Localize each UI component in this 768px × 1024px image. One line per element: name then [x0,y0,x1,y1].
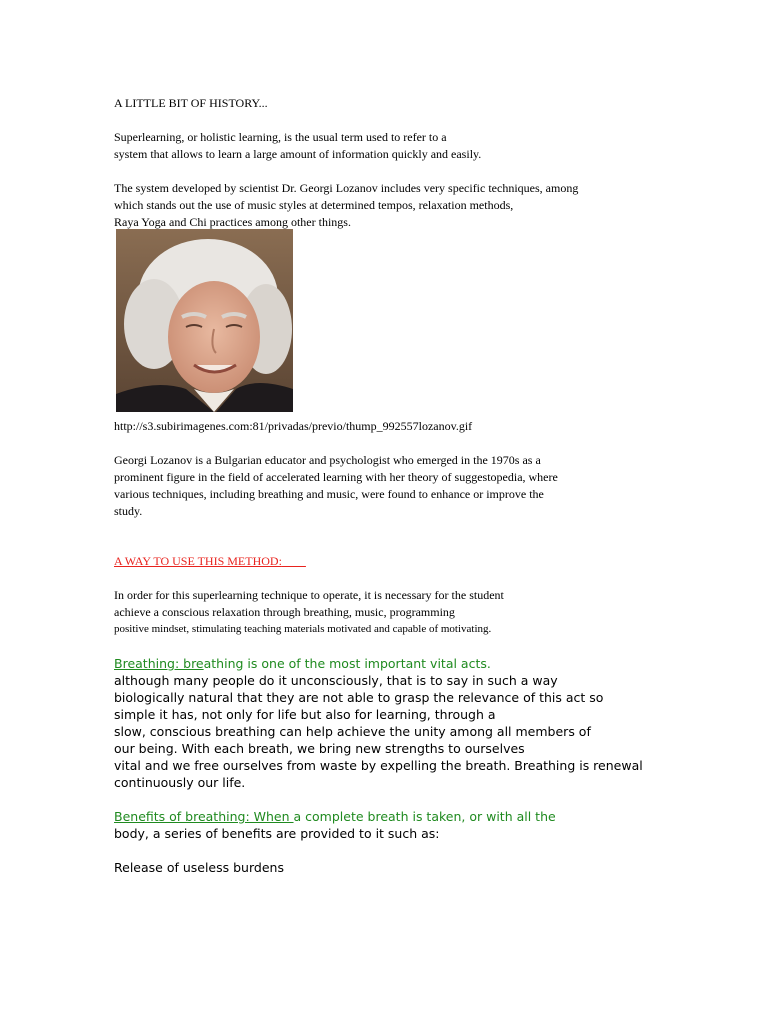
breathing-heading-underlined: Breathing: bre [114,656,204,671]
system-line: which stands out the use of music styles at determined tempos, relaxation methods, [114,198,514,212]
intro-line: Superlearning, or holistic learning, is the usual term used to refer to a [114,130,447,144]
lozanov-paragraph [114,452,558,520]
system-paragraph [114,180,578,231]
history-title [114,95,268,112]
image-url-text: http://s3.subirimagenes.com:81/privadas/previo/thump_992557lozanov.gif [114,419,473,433]
intro-paragraph [114,129,481,163]
lozanov-portrait-image [116,229,293,412]
benefits-heading-underlined: Benefits of breathing: When [114,809,294,824]
benefits-paragraph [114,808,556,842]
method-title-text [114,553,306,570]
breathing-line: biologically natural that they are not able to grasp the relevance of this act so [114,690,604,705]
breathing-line: slow, conscious breathing can help achieve the unity among all members of [114,724,591,739]
benefits-heading [114,808,556,825]
breathing-line: although many people do it unconsciously, that is to say in such a way [114,673,558,688]
lozanov-line: Georgi Lozanov is a Bulgarian educator and psychologist who emerged in the 1970s as a [114,453,541,467]
breathing-paragraph [114,655,643,791]
lozanov-line: study. [114,504,143,518]
breathing-heading-rest: athing is one of the most important vital acts. [203,656,491,671]
benefits-line: body, a series of benefits are provided to it such as: [114,826,440,841]
release-line-text: Release of useless burdens [114,860,284,875]
breathing-line: vital and we free ourselves from waste by expelling the breath. Breathing is renewal [114,758,643,773]
method-line: In order for this superlearning technique to operate, it is necessary for the student [114,588,504,602]
benefits-heading-rest: a complete breath is taken, or with all the [293,809,556,824]
breathing-line: continuously our life. [114,775,246,790]
system-line: Raya Yoga and Chi practices among other things. [114,215,351,229]
breathing-line: our being. With each breath, we bring new strengths to ourselves [114,741,525,756]
method-paragraph [114,587,504,638]
release-paragraph [114,859,284,876]
system-line: The system developed by scientist Dr. Georgi Lozanov includes very specific techniques, among [114,181,579,195]
lozanov-line: prominent figure in the field of accelerated learning with her theory of suggestopedia, where [114,470,558,484]
method-line: positive mindset, stimulating teaching materials motivated and capable of motivating. [114,623,492,635]
breathing-line: simple it has, not only for life but also for learning, through a [114,707,496,722]
method-title [114,553,306,570]
intro-line: system that allows to learn a large amount of information quickly and easily. [114,147,482,161]
method-title-label: A WAY TO USE THIS METHOD: [114,554,282,568]
history-title-text: A LITTLE BIT OF HISTORY... [114,96,268,110]
breathing-heading [114,655,643,672]
image-url-paragraph [114,418,472,435]
method-line: achieve a conscious relaxation through breathing, music, programming [114,605,455,619]
lozanov-line: various techniques, including breathing and music, were found to enhance or improve the [114,487,544,501]
